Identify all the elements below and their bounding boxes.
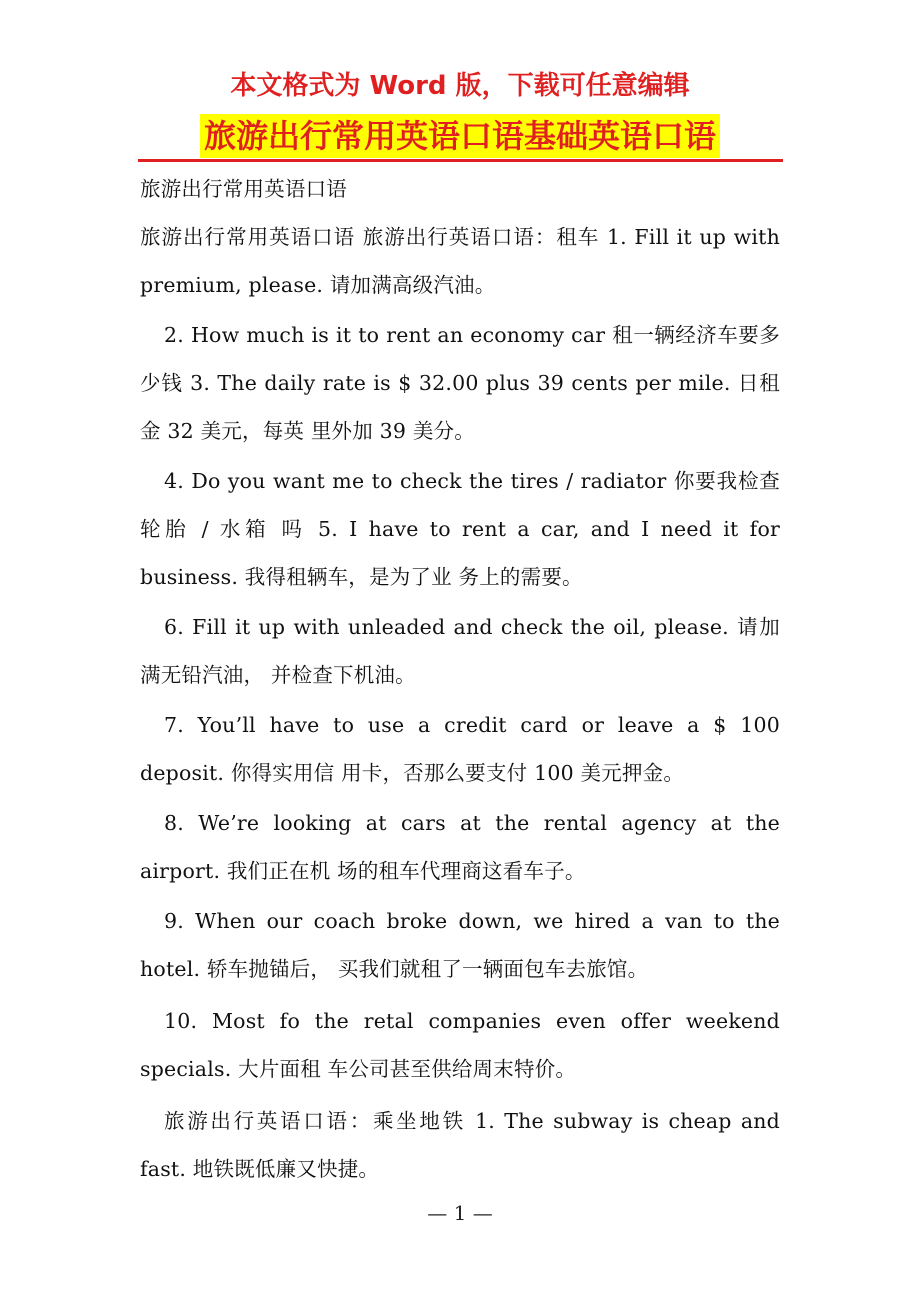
download-notice: 本文格式为 Word 版，下载可任意编辑 xyxy=(230,71,690,101)
paragraph-item-10: 10. Most fo the retal companies even offer weekend specials. 大片面租 车公司甚至供给周末特价。 xyxy=(140,1009,780,1081)
paragraph-item-9: 9. When our coach broke down, we hired a van to the hotel. 轿车抛锚后， 买我们就租了一辆面包车去旅馆。 xyxy=(140,909,780,981)
document-title: 旅游出行常用英语口语基础英语口语 xyxy=(200,114,720,158)
paragraph-item-6: 6. Fill it up with unleaded and check the oil, please. 请加满无铅汽油， 并检查下机油。 xyxy=(140,615,780,687)
page-number: — 1 — xyxy=(427,1201,493,1225)
paragraph-item-8: 8. We’re looking at cars at the rental agency at the airport. 我们正在机 场的租车代理商这看车子。 xyxy=(140,811,780,883)
paragraph-item-4: 4. Do you want me to check the tires / radiator 你要我检查轮胎 / 水箱 吗 5. I have to rent a car, and I need it for business. 我得租辆车，是为了业 务上的需要。 xyxy=(140,469,780,589)
paragraph-item-2: 2. How much is it to rent an economy car 租一辆经济车要多少钱 3. The daily rate is $ 32.00 plus 39 cents per mile. 日租金 32 美元，每英 里外加 39 美分。 xyxy=(140,323,780,443)
title-underline xyxy=(138,159,783,162)
paragraph-heading: 旅游出行常用英语口语 xyxy=(140,177,347,201)
title-container xyxy=(0,114,920,158)
document-body xyxy=(140,165,780,1193)
paragraph-intro: 旅游出行常用英语口语 旅游出行英语口语：租车 1. Fill it up with premium, please. 请加满高级汽油。 xyxy=(140,225,780,297)
paragraph-item-7: 7. You’ll have to use a credit card or leave a $ 100 deposit. 你得实用信 用卡，否那么要支付 100 美元押金。 xyxy=(140,713,780,785)
paragraph-subway: 旅游出行英语口语：乘坐地铁 1. The subway is cheap and fast. 地铁既低廉又快捷。 xyxy=(140,1109,780,1181)
